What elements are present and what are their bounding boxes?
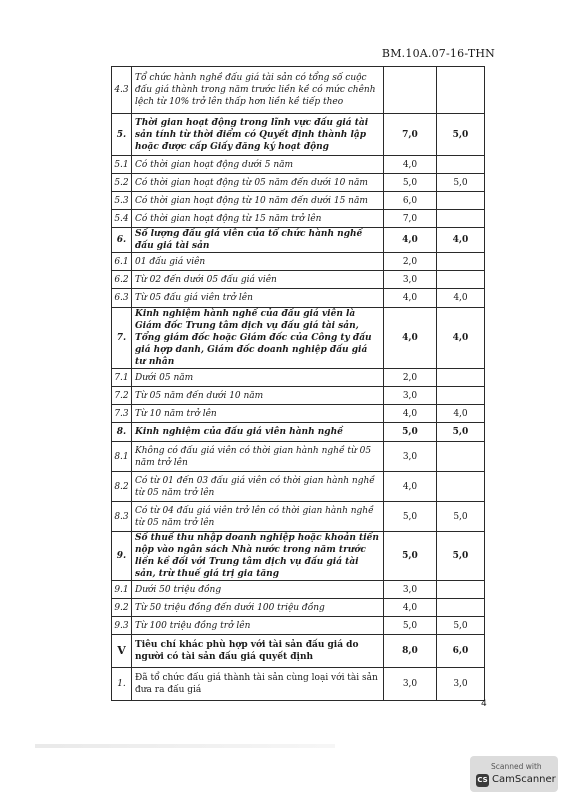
row-max-score: 4,0 xyxy=(384,599,437,617)
row-max-score: 4,0 xyxy=(384,156,437,174)
row-number: 5.3 xyxy=(112,192,132,210)
table-row xyxy=(112,442,485,472)
row-text: 01 đấu giá viên xyxy=(132,253,384,271)
table-row xyxy=(112,599,485,617)
table-row xyxy=(112,423,485,442)
watermark-caption: Scanned with xyxy=(491,762,542,771)
row-score: 4,0 xyxy=(437,228,485,253)
row-score xyxy=(437,369,485,387)
row-number: V xyxy=(112,635,132,668)
row-text: Có thời gian hoạt động từ 05 năm đến dưới 10 năm xyxy=(132,174,384,192)
row-text: Từ 100 triệu đồng trở lên xyxy=(132,617,384,635)
row-max-score: 2,0 xyxy=(384,253,437,271)
row-score: 5,0 xyxy=(437,174,485,192)
criteria-table xyxy=(111,66,485,701)
row-max-score: 5,0 xyxy=(384,617,437,635)
row-number: 4.3 xyxy=(112,67,132,114)
table-row xyxy=(112,668,485,701)
row-score: 5,0 xyxy=(437,532,485,581)
row-number: 9. xyxy=(112,532,132,581)
row-score xyxy=(437,253,485,271)
row-max-score: 8,0 xyxy=(384,635,437,668)
table-row xyxy=(112,308,485,369)
table-row xyxy=(112,532,485,581)
row-score xyxy=(437,156,485,174)
camscanner-watermark xyxy=(470,756,558,792)
row-score xyxy=(437,387,485,405)
table-row xyxy=(112,192,485,210)
row-text: Thời gian hoạt động trong lĩnh vực đấu giá tài sản tính từ thời điểm có Quyết định thành lập hoặc được cấp Giấy đăng ký hoạt động xyxy=(132,114,384,156)
row-max-score: 5,0 xyxy=(384,532,437,581)
row-text: Đã tổ chức đấu giá thành tài sản cùng loại với tài sản đưa ra đấu giá xyxy=(132,668,384,701)
table-row xyxy=(112,369,485,387)
table-row xyxy=(112,472,485,502)
table-row xyxy=(112,228,485,253)
row-max-score: 4,0 xyxy=(384,289,437,308)
row-number: 5. xyxy=(112,114,132,156)
table-row xyxy=(112,502,485,532)
row-number: 6. xyxy=(112,228,132,253)
row-max-score xyxy=(384,67,437,114)
row-max-score: 7,0 xyxy=(384,210,437,228)
row-text: Có thời gian hoạt động từ 10 năm đến dưới 15 năm xyxy=(132,192,384,210)
row-number: 6.3 xyxy=(112,289,132,308)
row-max-score: 4,0 xyxy=(384,472,437,502)
table-row xyxy=(112,271,485,289)
row-score: 4,0 xyxy=(437,405,485,423)
row-max-score: 4,0 xyxy=(384,228,437,253)
row-score xyxy=(437,581,485,599)
row-max-score: 3,0 xyxy=(384,668,437,701)
row-number: 7.3 xyxy=(112,405,132,423)
page-number: 4 xyxy=(481,699,487,709)
row-text: Có thời gian hoạt động từ 15 năm trở lên xyxy=(132,210,384,228)
row-text: Từ 05 năm đến dưới 10 năm xyxy=(132,387,384,405)
row-text: Tổ chức hành nghề đấu giá tài sản có tổng số cuộc đấu giá thành trong năm trước liền kề có mức chênh lệch từ 10% trở lên thấp hơn liền kề tiếp theo xyxy=(132,67,384,114)
row-score xyxy=(437,472,485,502)
row-max-score: 5,0 xyxy=(384,423,437,442)
row-score xyxy=(437,599,485,617)
row-number: 8. xyxy=(112,423,132,442)
row-score: 5,0 xyxy=(437,617,485,635)
table-row xyxy=(112,114,485,156)
row-text: Số lượng đấu giá viên của tổ chức hành nghề đấu giá tài sản xyxy=(132,228,384,253)
row-score xyxy=(437,442,485,472)
table-row xyxy=(112,156,485,174)
row-number: 5.2 xyxy=(112,174,132,192)
row-score xyxy=(437,271,485,289)
row-max-score: 7,0 xyxy=(384,114,437,156)
table-row xyxy=(112,387,485,405)
row-score xyxy=(437,67,485,114)
row-max-score: 3,0 xyxy=(384,271,437,289)
row-number: 6.2 xyxy=(112,271,132,289)
table-row xyxy=(112,289,485,308)
scan-artifact xyxy=(35,744,335,748)
table-row xyxy=(112,405,485,423)
row-text: Kinh nghiệm hành nghề của đấu giá viên là Giám đốc Trung tâm dịch vụ đấu giá tài sản, Tổng giám đốc hoặc Giám đốc của Công ty đấu giá hợp danh, Giám đốc doanh nghiệp đấu giá tư nhân xyxy=(132,308,384,369)
row-text: Từ 02 đến dưới 05 đấu giá viên xyxy=(132,271,384,289)
row-score: 4,0 xyxy=(437,289,485,308)
row-text: Có thời gian hoạt động dưới 5 năm xyxy=(132,156,384,174)
row-max-score: 6,0 xyxy=(384,192,437,210)
row-number: 5.4 xyxy=(112,210,132,228)
row-number: 7.1 xyxy=(112,369,132,387)
row-max-score: 5,0 xyxy=(384,174,437,192)
row-score: 5,0 xyxy=(437,114,485,156)
row-number: 8.2 xyxy=(112,472,132,502)
row-number: 1. xyxy=(112,668,132,701)
document-code: BM.10A.07-16-THN xyxy=(381,47,495,60)
row-number: 8.1 xyxy=(112,442,132,472)
row-text: Số thuế thu nhập doanh nghiệp hoặc khoản tiền nộp vào ngân sách Nhà nước trong năm trước liền kề đối với Trung tâm dịch vụ đấu giá tài sản, trừ thuế giá trị gia tăng xyxy=(132,532,384,581)
row-number: 9.3 xyxy=(112,617,132,635)
table-row xyxy=(112,67,485,114)
table-row xyxy=(112,253,485,271)
row-max-score: 2,0 xyxy=(384,369,437,387)
row-max-score: 4,0 xyxy=(384,405,437,423)
row-number: 7.2 xyxy=(112,387,132,405)
row-score: 5,0 xyxy=(437,502,485,532)
row-score: 3,0 xyxy=(437,668,485,701)
table-row xyxy=(112,635,485,668)
row-text: Có từ 04 đấu giá viên trở lên có thời gian hành nghề từ 05 năm trở lên xyxy=(132,502,384,532)
row-number: 5.1 xyxy=(112,156,132,174)
table-row xyxy=(112,581,485,599)
row-score: 5,0 xyxy=(437,423,485,442)
row-text: Kinh nghiệm của đấu giá viên hành nghề xyxy=(132,423,384,442)
row-text: Có từ 01 đến 03 đấu giá viên có thời gian hành nghề từ 05 năm trở lên xyxy=(132,472,384,502)
row-score xyxy=(437,210,485,228)
row-max-score: 4,0 xyxy=(384,308,437,369)
row-text: Tiêu chí khác phù hợp với tài sản đấu giá do người có tài sản đấu giá quyết định xyxy=(132,635,384,668)
table-row xyxy=(112,210,485,228)
row-number: 9.1 xyxy=(112,581,132,599)
table-row xyxy=(112,174,485,192)
table-row xyxy=(112,617,485,635)
row-text: Không có đấu giá viên có thời gian hành nghề từ 05 năm trở lên xyxy=(132,442,384,472)
row-max-score: 3,0 xyxy=(384,581,437,599)
row-number: 7. xyxy=(112,308,132,369)
row-number: 6.1 xyxy=(112,253,132,271)
row-max-score: 5,0 xyxy=(384,502,437,532)
row-score: 6,0 xyxy=(437,635,485,668)
row-text: Từ 10 năm trở lên xyxy=(132,405,384,423)
row-max-score: 3,0 xyxy=(384,387,437,405)
row-max-score: 3,0 xyxy=(384,442,437,472)
row-text: Dưới 50 triệu đồng xyxy=(132,581,384,599)
row-text: Từ 50 triệu đồng đến dưới 100 triệu đồng xyxy=(132,599,384,617)
camscanner-logo-icon: CS xyxy=(476,774,489,787)
row-number: 9.2 xyxy=(112,599,132,617)
row-score xyxy=(437,192,485,210)
row-text: Từ 05 đấu giá viên trở lên xyxy=(132,289,384,308)
row-score: 4,0 xyxy=(437,308,485,369)
row-number: 8.3 xyxy=(112,502,132,532)
row-text: Dưới 05 năm xyxy=(132,369,384,387)
watermark-brand: CamScanner xyxy=(492,774,556,785)
